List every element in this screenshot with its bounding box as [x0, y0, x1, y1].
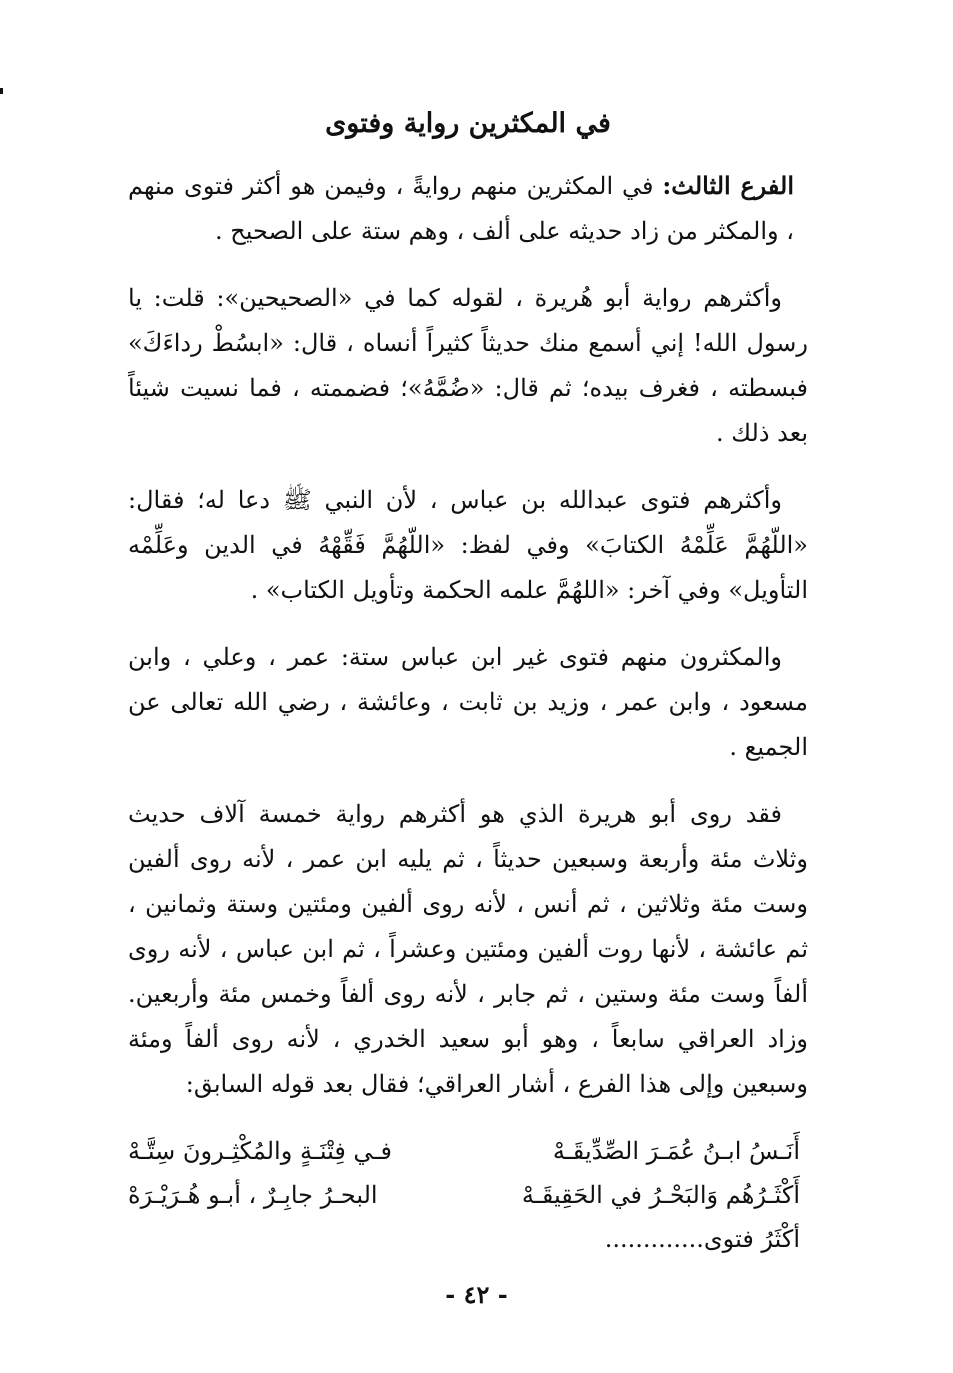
- branch-label: الفرع الثالث:: [662, 171, 795, 201]
- paragraph-ibn-abbas: وأكثرهم فتوى عبدالله بن عباس ، لأن النبي ﷺ دعا له؛ فقال: «اللّهُمَّ عَلِّمْهُ الكتابَ» وفي لفظ: «اللّهُمَّ فَقِّهْهُ في الدين وعَلِّمْه التأويل» وفي آخر: «اللهُمَّ علمه الحكمة وتأويل الكتاب» .: [128, 486, 808, 605]
- verse-hemistich: أكْثَرُ فتوى.............: [604, 1225, 800, 1254]
- paragraph-muftis: والمكثرون منهم فتوى غير ابن عباس ستة: عمر ، وعلي ، وابن مسعود ، وابن عمر ، وزيد بن ثابت ، وعائشة ، رضي الله تعالى عن الجميع .: [128, 643, 808, 762]
- branch-text: في المكثرين منهم روايةً ، وفيمن هو أكثر فتوى منهم ، والمكثر من زاد حديثه على ألف ، وهم ستة على الصحيح .: [128, 172, 794, 246]
- paragraph-narration-counts: فقد روى أبو هريرة الذي هو أكثرهم رواية خمسة آلاف حديث وثلاث مئة وأربعة وسبعين حديثاً ، ثم يليه ابن عمر ، لأنه روى ألفين وست مئة وثلاثين ، ثم أنس ، لأنه روى ألفين ومئتين وستة وثمانين ، ثم عائشة ، لأنها روت ألفين ومئتين وعشراً ، ثم ابن عباس ، لأنه روى ألفاً وست مئة وستين ، ثم جابر ، لأنه روى ألفاً وخمس مئة وأربعين. وزاد العراقي سابعاً ، وهو أبو سعيد الخدري ، لأنه روى ألفاً ومئة وسبعين وإلى هذا الفرع ، أشار العراقي؛ فقال بعد قوله السابق:: [128, 800, 808, 1099]
- verse-line: [128, 1173, 808, 1217]
- paragraph-abu-hurayra: وأكثرهم رواية أبو هُريرة ، لقوله كما في «الصحيحين»: قلت: يا رسول الله! إني أسمع منك حديثاً كثيراً أنساه ، قال: «ابسُطْ رداءَكَ» فبسطته ، فغرف بيده؛ ثم قال: «ضُمَّهُ»؛ فضممته ، فما نسيت شيئاً بعد ذلك .: [128, 284, 808, 448]
- verse-hemistich: أَكْثَـرُهُم وَالبَحْـرُ في الحَقِيقَـهْ: [521, 1181, 800, 1210]
- page-number: - ٤٢ -: [445, 1280, 508, 1309]
- verse-hemistich: أَنَـسُ ابـنُ عُمَـرَ الصِّدِّيقَـهْ: [552, 1137, 800, 1166]
- verse-line: [128, 1129, 808, 1173]
- verse-hemistich: فـي فِتْنَـةٍ والمُكْثِـرونَ سِتَّـهْ: [128, 1137, 392, 1166]
- verse-line: [128, 1217, 808, 1261]
- verse-hemistich-empty: [128, 1217, 454, 1261]
- margin-mark: [0, 88, 3, 94]
- poem-verses: [128, 1129, 808, 1261]
- page-title: في المكثرين رواية وفتوى: [325, 108, 611, 139]
- paragraph-branch-three: [128, 163, 808, 254]
- verse-hemistich: البحـرُ جابِـرٌ ، أبـو هُـرَيْـرَهْ: [128, 1181, 378, 1210]
- page-body: [128, 100, 808, 1261]
